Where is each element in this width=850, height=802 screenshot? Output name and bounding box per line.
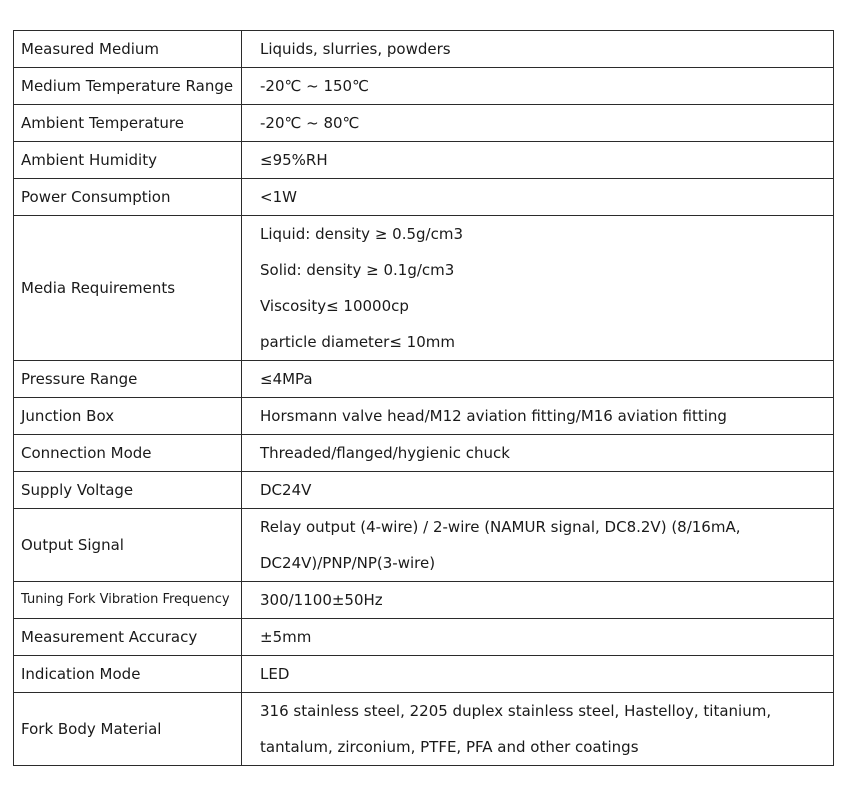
spec-value	[242, 435, 834, 472]
spec-label: Indication Mode	[14, 656, 242, 693]
spec-value-line: ±5mm	[260, 628, 312, 646]
spec-label: Medium Temperature Range	[14, 68, 242, 105]
table-row	[14, 142, 834, 179]
spec-label: Supply Voltage	[14, 472, 242, 509]
spec-label: Connection Mode	[14, 435, 242, 472]
spec-label: Output Signal	[14, 509, 242, 582]
spec-value	[242, 361, 834, 398]
spec-value-line: ≤4MPa	[260, 370, 313, 388]
spec-value	[242, 398, 834, 435]
spec-value-line: Solid: density ≥ 0.1g/cm3	[260, 261, 455, 279]
spec-value-line: particle diameter≤ 10mm	[260, 333, 455, 351]
spec-value-line: 300/1100±50Hz	[260, 591, 383, 609]
spec-label: Tuning Fork Vibration Frequency	[14, 582, 242, 619]
spec-value	[242, 619, 834, 656]
spec-value-line: Threaded/flanged/hygienic chuck	[260, 444, 510, 462]
table-row	[14, 361, 834, 398]
spec-label: Power Consumption	[14, 179, 242, 216]
spec-value-line: Liquids, slurries, powders	[260, 40, 451, 58]
spec-value-line: <1W	[260, 188, 297, 206]
spec-value	[242, 509, 834, 582]
spec-value	[242, 582, 834, 619]
spec-label: Junction Box	[14, 398, 242, 435]
table-row	[14, 509, 834, 582]
table-row	[14, 68, 834, 105]
spec-value	[242, 472, 834, 509]
spec-value	[242, 216, 834, 361]
table-row	[14, 105, 834, 142]
table-row	[14, 472, 834, 509]
spec-value-line: 316 stainless steel, 2205 duplex stainless steel, Hastelloy, titanium,	[260, 702, 772, 720]
spec-value	[242, 31, 834, 68]
table-row	[14, 582, 834, 619]
spec-label: Media Requirements	[14, 216, 242, 361]
table-row	[14, 435, 834, 472]
spec-value-line: -20℃ ~ 80℃	[260, 114, 360, 132]
spec-label: Ambient Humidity	[14, 142, 242, 179]
table-row	[14, 398, 834, 435]
spec-label: Measurement Accuracy	[14, 619, 242, 656]
spec-value	[242, 68, 834, 105]
table-row	[14, 619, 834, 656]
spec-label: Ambient Temperature	[14, 105, 242, 142]
spec-value	[242, 105, 834, 142]
table-row	[14, 216, 834, 361]
spec-value-line: Horsmann valve head/M12 aviation fitting/M16 aviation fitting	[260, 407, 727, 425]
spec-value-line: ≤95%RH	[260, 151, 328, 169]
spec-value-line: Viscosity≤ 10000cp	[260, 297, 409, 315]
spec-value-line: DC24V)/PNP/NP(3-wire)	[260, 554, 436, 572]
spec-value-line: tantalum, zirconium, PTFE, PFA and other coatings	[260, 738, 639, 756]
spec-value	[242, 656, 834, 693]
table-row	[14, 693, 834, 766]
table-row	[14, 179, 834, 216]
spec-value	[242, 179, 834, 216]
spec-value-line: Liquid: density ≥ 0.5g/cm3	[260, 225, 463, 243]
spec-label: Measured Medium	[14, 31, 242, 68]
spec-value-line: Relay output (4-wire) / 2-wire (NAMUR signal, DC8.2V) (8/16mA,	[260, 518, 741, 536]
specification-table	[13, 30, 834, 766]
spec-label: Pressure Range	[14, 361, 242, 398]
spec-value-line: LED	[260, 665, 290, 683]
spec-value-line: DC24V	[260, 481, 312, 499]
table-row	[14, 656, 834, 693]
spec-label: Fork Body Material	[14, 693, 242, 766]
spec-value	[242, 142, 834, 179]
spec-value	[242, 693, 834, 766]
table-row	[14, 31, 834, 68]
spec-value-line: -20℃ ~ 150℃	[260, 77, 369, 95]
